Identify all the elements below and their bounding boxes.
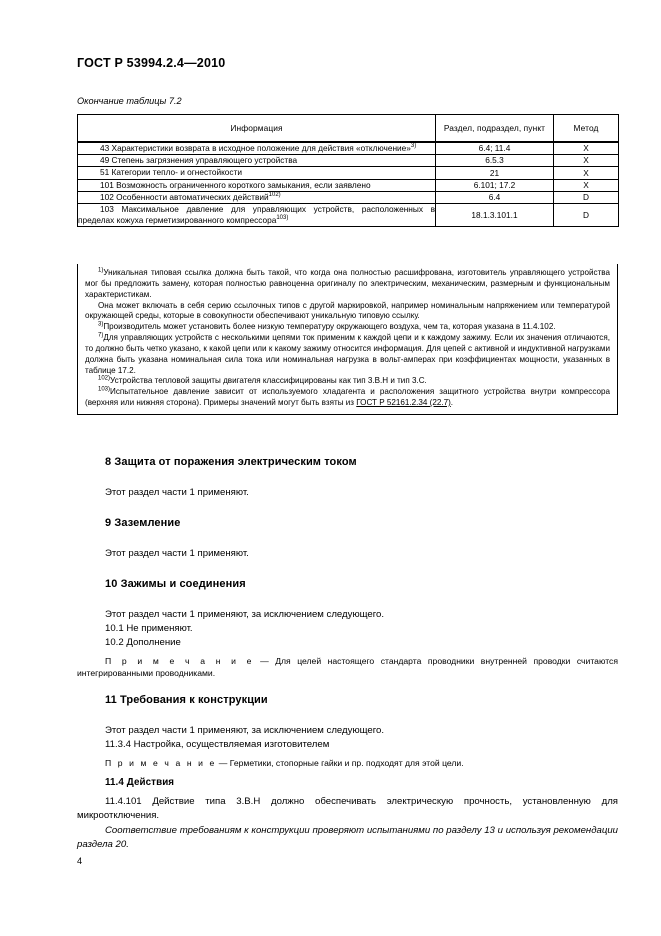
cell-information: 43 Характеристики возврата в исходное положение для действия «отключение»$^{3)}$ bbox=[78, 142, 436, 155]
table-row bbox=[78, 155, 619, 167]
section-10-clause-10-2: 10.2 Дополнение bbox=[105, 637, 181, 648]
footnote-marker: 103) bbox=[98, 386, 111, 393]
table-row bbox=[78, 191, 619, 203]
footnote-1: $^{1)}$Уникальная типовая ссылка должна быть такой, что когда она полностью расшифрована, изготовитель управляющего устройства мог бы предложить замену, которая полностью равноценна оригиналу по электрическим, механическим, размерным и функциональным характеристикам. bbox=[85, 267, 610, 299]
cell-method: X bbox=[554, 142, 619, 155]
column-header-clause: Раздел, подраздел, пункт bbox=[436, 115, 554, 143]
section-10-note bbox=[77, 655, 618, 679]
section-heading-9: 9 Заземление bbox=[105, 517, 181, 529]
section-11-compliance-paragraph: Соответствие требованиям к конструкции проверяют испытаниями по разделу 13 и используя рекомендации раздела 20. bbox=[77, 825, 618, 850]
footnote-7: $^{7)}$Для управляющих устройств с несколькими цепями ток применим к каждой цепи и к каждому зажиму. Если их значения отличаются, то должно быть четко указано, к какой цепи или к какому зажиму относится информация. Для цепей с активной и индуктивной нагрузками должна быть указана номинальная сила тока или номинальная нагрузка в вольт-амперах при коэффициентах мощности, указанных в таблице 17.2. bbox=[85, 332, 610, 375]
section-8-paragraph-1: Этот раздел части 1 применяют. bbox=[105, 487, 249, 498]
cell-method: X bbox=[554, 155, 619, 167]
table-row bbox=[78, 203, 619, 226]
section-11-note bbox=[105, 757, 618, 769]
cell-information: 103 Максимальное давление для управляющих устройств, расположенных в пределах кожуха герметизированного компрессора$^{103)}$ bbox=[78, 203, 435, 226]
table-header-row bbox=[78, 115, 619, 143]
note-label: П р и м е ч а н и е bbox=[105, 656, 254, 666]
cell-information: 102 Особенности автоматических действий$^{102)}$ bbox=[78, 191, 436, 203]
cell-clause: 18.1.3.101.1 bbox=[436, 203, 554, 226]
footnote-marker: 1) bbox=[98, 267, 104, 274]
table-row bbox=[78, 179, 619, 191]
cell-method: D bbox=[554, 203, 619, 226]
cell-method: X bbox=[554, 167, 619, 179]
footnote-marker: 7) bbox=[98, 332, 104, 339]
section-heading-11: 11 Требования к конструкции bbox=[105, 694, 268, 706]
section-11-paragraph-1: Этот раздел части 1 применяют, за исключением следующего. bbox=[105, 725, 385, 736]
cell-clause: 6.4; 11.4 bbox=[436, 142, 554, 155]
note-label: П р и м е ч а н и е bbox=[105, 758, 217, 768]
section-heading-10: 10 Зажимы и соединения bbox=[105, 578, 246, 590]
column-header-information: Информация bbox=[78, 115, 436, 143]
requirements-table bbox=[77, 114, 619, 227]
footnote-marker: 3) bbox=[410, 143, 417, 150]
cell-method: X bbox=[554, 179, 619, 191]
footnote-standard-link[interactable]: ГОСТ Р 52161.2.34 (22.7) bbox=[356, 398, 451, 408]
footnote-marker: 102) bbox=[98, 375, 111, 382]
cell-information: 49 Степень загрязнения управляющего устройства bbox=[78, 155, 436, 167]
note-text: — Герметики, стопорные гайки и пр. подходят для этой цели. bbox=[216, 758, 464, 768]
cell-clause: 21 bbox=[436, 167, 554, 179]
cell-method: D bbox=[554, 191, 619, 203]
footnote-103: $^{103)}$Испытательное давление зависит от используемого хладагента и расположения защитного устройства внутри компрессора (верхняя или нижняя сторона). Примеры значений могут быть взяты из ГОСТ Р 52161.2.34 (22.7). bbox=[85, 386, 610, 408]
section-heading-11-4: 11.4 Действия bbox=[105, 777, 175, 788]
note-text: — Для целей настоящего стандарта проводники внутренней проводки считаются интегрированными проводниками. bbox=[77, 656, 619, 679]
cell-clause: 6.4 bbox=[436, 191, 554, 203]
footnote-102: $^{102)}$Устройства тепловой защиты двигателя классифицированы как тип 3.В.Н и тип 3.С. bbox=[98, 375, 427, 386]
standard-number: ГОСТ Р 53994.2.4—2010 bbox=[77, 56, 226, 70]
section-heading-8: 8 Защита от поражения электрическим током bbox=[105, 456, 357, 468]
table-row bbox=[78, 167, 619, 179]
footnote-marker: 3) bbox=[98, 321, 104, 328]
table-row bbox=[78, 142, 619, 155]
table-footnotes bbox=[77, 264, 618, 415]
cell-clause: 6.101; 17.2 bbox=[436, 179, 554, 191]
column-header-method: Метод bbox=[554, 115, 619, 143]
section-10-clause-10-1: 10.1 Не применяют. bbox=[105, 623, 193, 634]
footnote-3: $^{3)}$Производитель может установить более низкую температуру окружающего воздуха, чем та, которая указана в 11.4.102. bbox=[98, 321, 556, 332]
cell-information: 101 Возможность ограниченного короткого замыкания, если заявлено bbox=[78, 179, 436, 191]
section-10-paragraph-1: Этот раздел части 1 применяют, за исключением следующего. bbox=[105, 609, 385, 620]
footnote-marker: 102) bbox=[268, 191, 281, 198]
section-11-clause-11-4-101: 11.4.101 Действие типа 3.В.Н должно обеспечивать электрическую прочность, установленную для микроотключения. bbox=[77, 796, 618, 821]
cell-clause: 6.5.3 bbox=[436, 155, 554, 167]
cell-information: 51 Категории тепло- и огнестойкости bbox=[78, 167, 436, 179]
footnote-1-cont: Она может включать в себя серию ссылочных типов с другой маркировкой, например номинальным напряжением или температурой окружающей среды, которые в совокупности обеспечивают уникальную типовую ссылку. bbox=[85, 300, 610, 321]
footnote-marker: 103) bbox=[276, 215, 289, 222]
table-caption: Окончание таблицы 7.2 bbox=[77, 96, 182, 106]
section-11-clause-11-3-4: 11.3.4 Настройка, осуществляемая изготовителем bbox=[105, 739, 330, 750]
requirements-table-wrapper bbox=[77, 114, 618, 227]
page-number: 4 bbox=[77, 856, 83, 866]
section-9-paragraph-1: Этот раздел части 1 применяют. bbox=[105, 548, 249, 559]
